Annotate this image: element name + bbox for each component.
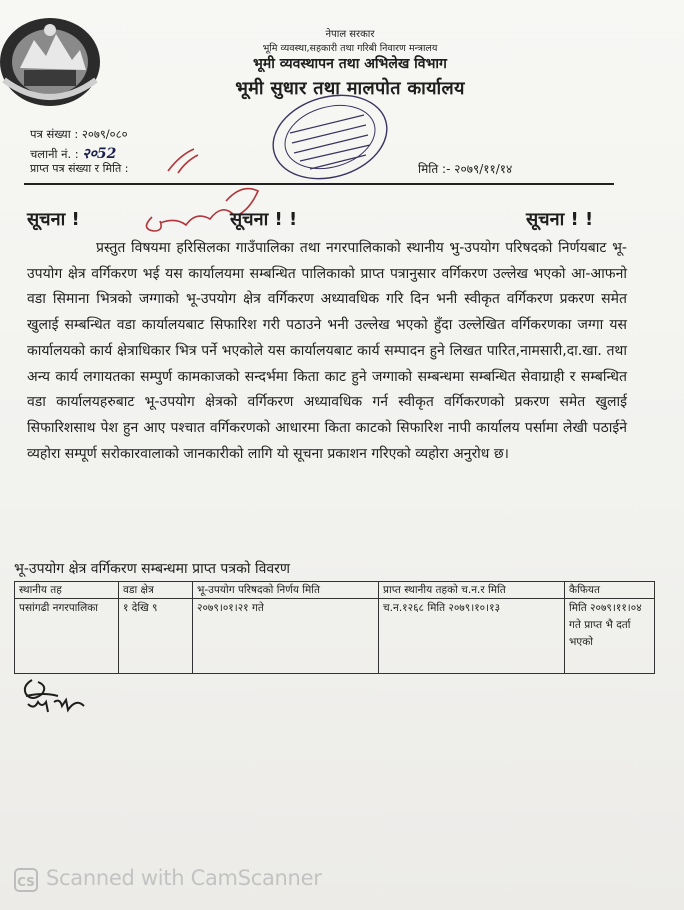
received-letter-number: प्राप्त पत्र संख्या र मिति : (30, 162, 129, 175)
table-cell-decision-date: २०७९।०१।२१ गते (193, 599, 379, 674)
handwritten-signature (18, 672, 98, 718)
table-header-cell: कैफियत (565, 582, 655, 599)
dispatch-number-label: चलानी नं. : (30, 147, 79, 161)
notice-heading-center: सूचना ! ! (230, 209, 298, 230)
table-cell-local-level: पसांगढी नगरपालिका (15, 599, 119, 674)
letter-number-value: २०७९/०८० (81, 127, 128, 141)
office-stamp (266, 93, 392, 183)
notice-heading-right: सूचना ! ! (526, 209, 594, 230)
table-header-cell: भू-उपयोग परिषदको निर्णय मिति (193, 582, 379, 599)
header-government: नेपाल सरकार (325, 29, 375, 40)
header-divider (24, 183, 614, 185)
camscanner-text: Scanned with CamScanner (46, 866, 322, 890)
issue-date-label: मिति :- (418, 162, 451, 176)
issue-date-value: २०७९/११/१४ (454, 162, 513, 176)
nepal-government-emblem (0, 10, 106, 110)
table-subtitle: भू-उपयोग क्षेत्र वर्गिकरण सम्बन्धमा प्राप्त पत्रको विवरण (14, 561, 290, 577)
header-department: भूमी व्यवस्थापन तथा अभिलेख विभाग (253, 56, 447, 72)
camscanner-logo-icon: CS (14, 868, 38, 892)
letter-number-label: पत्र संख्या : (30, 127, 79, 141)
table-header-cell: स्थानीय तह (15, 582, 119, 599)
classification-table (14, 581, 655, 674)
table-header-cell: प्राप्त स्थानीय तहको च.न.र मिति (379, 582, 565, 599)
table-cell-dispatch-date: च.न.१२६८ मिति २०७९।१०।१३ (379, 599, 565, 674)
notice-heading-left: सूचना ! (27, 209, 80, 230)
table-header-cell: वडा क्षेत्र (119, 582, 193, 599)
table-cell-wards: १ देखि ९ (119, 599, 193, 674)
table-header-row (15, 582, 655, 599)
header-ministry: भूमि व्यवस्था,सहकारी तथा गरिबी निवारण मन्त्रालय (262, 43, 438, 54)
notice-body: प्रस्तुत विषयमा हरिसिलका गाउँपालिका तथा नगरपालिकाको स्थानीय भु-उपयोग परिषदको निर्णयबाट भू-उपयोग क्षेत्र वर्गिकरण भई यस कार्यालयमा सम्बन्धित पालिकाको प्राप्त पत्रानुसार वर्गिकरण उल्लेख भएको आ-आफनो वडा सिमाना भित्रको जग्गाको भू-उपयोग क्षेत्र वर्गिकरण अध्यावधिक गरि दिन भनी स्वीकृत वर्गिकरण प्रकरण समेत खुलाई सम्बन्धित वडा कार्यालयबाट सिफारिश गरी पठाउने भनी उल्लेख भएको हुँदा उल्लेखित वर्गिकरणका जग्गा यस कार्यालयको कार्य क्षेत्राधिकार भित्र पर्ने भएकोले यस कार्यालयबाट कार्य सम्पादन हुने लिखत पारित,नामसारी,दा.खा. तथा अन्य कार्य लगायतका सम्पुर्ण कामकाजको सन्दर्भमा किता काट हुने जग्गाको सम्बन्धमा सम्बन्धित सेवाग्राही र सम्बन्धित वडा कार्यालयहरुबाट भू-उपयोग क्षेत्रको वर्गिकरण अध्यावधिक गर्न स्वीकृत वर्गिकरणको प्रकरण समेत खुलाई सिफारिशसाथ पेश हुन आए पश्चात वर्गिकरणको आधारमा किता काटको सिफारिश नापी कार्यालय पर्सामा लेखी पठाईने व्यहोरा सम्पूर्ण सरोकारवालाको जानकारीको लागि यो सूचना प्रकाशन गरिएको व्यहोरा अनुरोध छ। (27, 240, 627, 462)
header-office: भूमी सुधार तथा मालपोत कार्यालय (235, 78, 465, 99)
issue-date (418, 160, 512, 177)
table-cell-remarks: मिति २०७९।११।०४ गते प्राप्त भै दर्ता भएको (565, 599, 655, 674)
table-row (15, 599, 655, 674)
dispatch-number-value: २०52 (82, 146, 117, 162)
letter-number (30, 127, 128, 142)
